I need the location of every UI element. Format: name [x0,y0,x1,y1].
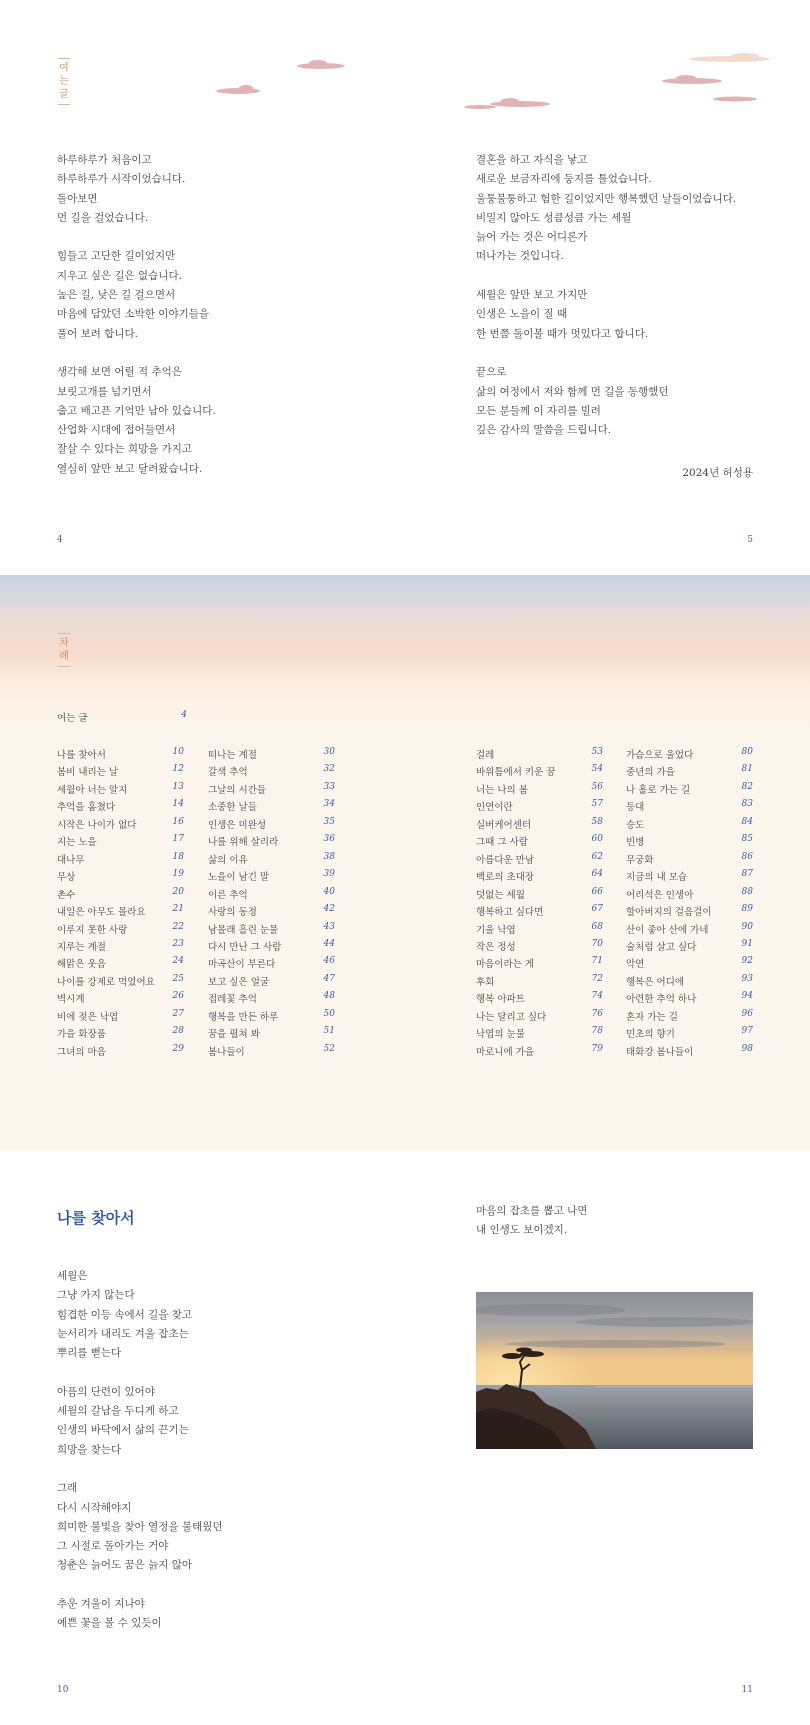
page-number-right: 11 [741,1685,753,1695]
toc-entry-page: 92 [741,956,753,967]
toc-entry-page: 12 [172,764,184,775]
text-line: 인생의 바닥에서 삶의 끈기는 [57,1424,189,1437]
preface-right-text [476,151,736,460]
preface-spread [0,0,810,575]
toc-entry-page: 38 [323,851,335,862]
cloud-decoration [0,0,810,130]
toc-entry-title[interactable]: 태화강 봄나들이 [626,1046,694,1058]
toc-entry-title[interactable]: 행복을 만든 하루 [208,1011,279,1023]
toc-entry-title[interactable]: 술처럼 살고 싶다 [626,941,697,953]
toc-entry-page: 21 [172,904,184,915]
toc-entry-page: 84 [741,816,753,827]
toc-entry-page: 96 [741,1008,753,1019]
toc-entry-page: 83 [741,799,753,810]
toc-entry-title[interactable]: 삶의 이유 [208,854,248,866]
toc-entry-page: 56 [591,781,603,792]
poem-right-text [476,1202,587,1260]
toc-entry-title[interactable]: 나를 찾아서 [57,750,106,761]
toc-entry-page: 67 [591,904,603,915]
toc-entry-title[interactable]: 지금의 내 모습 [626,872,688,884]
toc-entry-page: 10 [172,747,184,757]
toc-entry-title[interactable]: 봄나들이 [208,1046,245,1058]
text-line: 마음에 담았던 소박한 이야기들을 [57,308,210,321]
toc-entry-title[interactable]: 접레꽃 추억 [208,994,257,1006]
toc-entry-title[interactable]: 마음이라는 게 [476,959,535,971]
toc-entry-page: 22 [172,921,184,932]
toc-entry-title[interactable]: 행복 아파트 [476,994,525,1006]
toc-entry-page: 66 [591,886,603,897]
toc-entry-page: 97 [741,1026,753,1037]
toc-entry-title[interactable]: 나이를 강제로 먹었어요 [57,976,155,988]
toc-entry-title[interactable]: 덧없는 세월 [476,889,525,901]
toc-entry-page: 23 [172,938,184,949]
toc-entry-title[interactable]: 대나무 [57,854,85,866]
stanza [57,1383,223,1460]
toc-entry-page: 25 [172,973,184,984]
text-line: 눈서리가 내리도 겨울 잡초는 [57,1327,189,1340]
toc-entry-page: 76 [591,1008,603,1019]
toc-entry-title[interactable]: 아련한 추억 하나 [626,994,697,1006]
toc-entry-page: 50 [323,1008,335,1019]
text-line: 비밀지 않아도 성큼성큼 가는 세월 [476,211,632,224]
toc-entry-title[interactable]: 내일은 아무도 몰라요 [57,907,146,919]
toc-entry-page: 93 [741,973,753,984]
text-line: 추운 겨울이 지나야 [57,1598,145,1611]
text-line: 그래 [57,1482,78,1495]
text-line: 세월은 [57,1270,88,1282]
toc-entry-title[interactable]: 꿈을 펼쳐 봐 [208,1029,260,1041]
toc-entry-title[interactable]: 소중한 날들 [208,802,257,814]
label-char: 차 [59,638,69,649]
text-line: 새로운 보금자리에 둥지를 틀었습니다. [476,173,652,186]
toc-entry-title[interactable]: 갈색 추억 [208,767,248,779]
toc-entry-page: 80 [741,747,753,757]
text-line: 지우고 싶은 길은 없습니다. [57,269,182,282]
toc-entry-page: 19 [172,869,184,880]
toc-entry-page: 14 [172,799,184,810]
label-char: 는 [59,76,69,87]
toc-entry-page: 42 [323,904,335,915]
toc-entry-page: 78 [591,1026,603,1037]
toc-entry-title[interactable]: 떠나는 계절 [208,750,257,761]
text-line: 끝으로 [476,366,507,379]
text-line: 열심히 앞만 보고 달려왔습니다. [57,462,203,475]
section-label-toc [58,633,70,667]
toc-entry-page: 68 [591,921,603,932]
toc-entry-page: 18 [172,851,184,862]
text-line: 돌아보면 [57,192,98,205]
paragraph [476,363,736,440]
text-line: 청춘은 늙어도 꿈은 늙지 않아 [57,1559,193,1572]
toc-entry-title[interactable]: 후회 [476,976,495,988]
toc-entry-page: 35 [323,816,335,827]
toc-entry-title[interactable]: 세월아 너는 알지 [57,784,128,796]
toc-entry-title[interactable]: 나는 달리고 싶다 [476,1011,547,1023]
toc-entry-page: 20 [172,886,184,897]
toc-entry-title[interactable]: 너는 나의 봄 [476,784,528,796]
text-line: 높은 길, 낮은 길 걸으면서 [57,289,176,302]
toc-entry-title[interactable]: 어리석은 인생아 [626,889,694,901]
text-line: 그냥 가지 않는다 [57,1289,135,1302]
toc-entry-page: 53 [591,747,603,757]
toc-entry-title[interactable]: 혼자 가는 길 [626,1011,678,1023]
toc-entry-page: 58 [591,816,603,827]
toc-entry-title[interactable]: 작은 정성 [476,941,516,953]
toc-entry-page: 64 [591,869,603,880]
text-line: 힘들고 고단한 길이었지만 [57,250,176,263]
text-line: 세월은 앞만 보고 가지만 [476,289,588,302]
toc-entry-page: 54 [591,764,603,775]
toc-entry-page: 28 [172,1026,184,1037]
toc-entry-title[interactable]: 산이 좋아 산에 가네 [626,924,709,936]
toc-entry-title[interactable]: 행복하고 싶다면 [476,907,544,919]
toc-entry-title[interactable]: 낙엽의 눈물 [476,1029,525,1041]
toc-entry-page: 60 [591,834,603,845]
toc-entry-page: 72 [591,973,603,984]
toc-entry-title[interactable]: 빈병 [626,837,645,849]
toc-entry-page: 94 [741,991,753,1002]
toc-entry-page: 79 [591,1043,603,1054]
toc-entry-title[interactable]: 봄비 내리는 날 [57,767,119,779]
text-line: 떠나가는 것입니다. [476,250,564,263]
toc-entry-page: 27 [172,1008,184,1019]
label-char: 여 [59,63,69,74]
toc-entry-title[interactable]: 행복은 어디에 [626,976,685,988]
toc-entry-title[interactable]: 무상 [57,872,76,884]
paragraph [476,286,736,344]
toc-entry-page: 33 [323,781,335,792]
toc-entry-title[interactable]: 벽시계 [57,994,85,1006]
text-line: 산업화 시대에 접어들면서 [57,424,176,437]
toc-entry-page: 16 [172,816,184,827]
paragraph [476,1202,587,1241]
page-number-left: 10 [57,1685,69,1695]
text-line: 결혼을 하고 자식을 낳고 [476,154,588,166]
toc-entry-page: 82 [741,781,753,792]
toc-entry-page: 88 [741,886,753,897]
toc-entry-title[interactable]: 해맑은 웃음 [57,959,106,971]
text-line: 예쁜 꽃을 볼 수 있듯이 [57,1617,162,1630]
toc-entry-page: 47 [323,973,335,984]
stanza [57,1479,223,1575]
toc-entry-page: 85 [741,834,753,845]
toc-entry-page: 29 [172,1043,184,1054]
toc-entry-page: 89 [741,904,753,915]
photo-illustration [476,1292,753,1449]
toc-entry-page: 74 [591,991,603,1002]
toc-entry-page: 90 [741,921,753,932]
toc-entry-title[interactable]: 바위틈에서 키운 꿈 [476,767,556,779]
toc-entry-page: 57 [591,799,603,810]
toc-entry-page: 26 [172,991,184,1002]
text-line: 다시 시작해야지 [57,1501,132,1514]
toc-entry-title[interactable]: 이른 추억 [208,889,248,901]
text-line: 늙어 가는 것은 어디론가 [476,231,588,244]
toc-entry-page: 46 [323,956,335,967]
toc-entry-title[interactable]: 민초의 향기 [626,1029,675,1041]
paragraph [476,151,736,267]
toc-entry-title[interactable]: 사랑의 동정 [208,907,257,919]
toc-entry-page: 98 [741,1043,753,1054]
text-line: 희망을 찾는다 [57,1443,122,1456]
toc-entry-page: 52 [323,1043,335,1054]
toc-entry-title[interactable]: 촌수 [57,889,76,901]
toc-spread [0,575,810,1150]
text-line: 깊은 감사의 말씀을 드립니다. [476,424,612,437]
poem-title: 나를 찾아서 [57,1209,135,1227]
toc-entry-title[interactable]: 인연이란 [476,802,513,814]
toc-entry-page: 40 [323,886,335,897]
toc-entry-title[interactable]: 그날의 시간들 [208,784,267,796]
toc-entry-title[interactable]: 나를 위해 살리라 [208,837,279,849]
toc-entry-title[interactable]: 악연 [626,959,645,971]
toc-entry-title[interactable]: 등대 [626,802,645,814]
page-number-left: 4 [57,535,63,545]
toc-entry-title[interactable]: 걸레 [476,750,495,761]
toc-entry-title[interactable]: 기울 낙엽 [476,924,516,936]
toc-entry-title[interactable]: 인생은 미완성 [208,819,267,831]
toc-entry-page: 71 [591,956,603,967]
toc-entry-page: 86 [741,851,753,862]
text-line: 풀어 보려 합니다. [57,327,139,340]
toc-entry-page: 51 [323,1026,335,1037]
text-line: 한 번쯤 돌이볼 때가 멋있다고 합니다. [476,327,649,340]
paragraph [57,247,216,343]
toc-preface-page: 4 [181,710,187,720]
text-line: 모든 분들께 이 자리를 빌려 [476,404,601,417]
toc-entry-page: 24 [172,956,184,967]
toc-entry-title[interactable]: 가슴으로 울었다 [626,750,694,761]
toc-entry-title[interactable]: 나 홀로 가는 길 [626,784,691,796]
toc-entry-page: 39 [323,869,335,880]
toc-entry-title[interactable]: 시작은 나이가 없다 [57,819,137,831]
label-char: 글 [59,89,69,100]
label-char: 례 [59,651,69,662]
toc-entry-page: 91 [741,938,753,949]
toc-entry-title[interactable]: 그녀의 마음 [57,1046,106,1058]
toc-entry-title[interactable]: 무궁화 [626,854,654,866]
text-line: 희미한 불빛을 찾아 열정을 불태웠던 [57,1520,223,1533]
toc-entry-title[interactable]: 지루는 계절 [57,941,106,953]
section-label-preface [58,58,70,105]
text-line: 잘살 수 있다는 희망을 가지고 [57,443,193,456]
toc-entry-page: 87 [741,869,753,880]
sunset-coast-photo [476,1292,753,1449]
preface-left-text [57,151,216,498]
toc-entry-title[interactable]: 할아버지의 걸음걸이 [626,907,712,919]
toc-entry-title[interactable]: 마로니에 가을 [476,1046,535,1058]
toc-entry-page: 43 [323,921,335,932]
text-line: 내 인생도 보이겠지. [476,1224,568,1237]
text-line: 춥고 배고픈 기억만 남아 있습니다. [57,404,216,417]
toc-entry-page: 81 [741,764,753,775]
text-line: 그 시절로 돌아가는 거야 [57,1540,169,1553]
toc-entry-title[interactable]: 중년의 가을 [626,767,675,779]
text-line: 인생은 노을이 질 때 [476,308,568,321]
text-line: 마음의 잡초를 뽑고 나면 [476,1205,588,1217]
toc-entry-title[interactable]: 추억을 훔쳤다 [57,802,116,814]
poem-spread [0,1150,810,1725]
toc-entry-page: 30 [323,747,335,757]
text-line: 울퉁불퉁하고 험한 길이었지만 행복했던 날들이었습니다. [476,192,737,205]
text-line: 삶의 여정에서 저와 함께 먼 길을 동행했던 [476,385,669,398]
text-line: 아픔의 단련이 있어야 [57,1385,155,1398]
toc-entry-page: 44 [323,938,335,949]
text-line: 하루하루가 처음이고 [57,154,152,166]
toc-entry-title[interactable]: 남몰래 흘린 눈물 [208,924,279,936]
toc-entry-title[interactable]: 승도 [626,819,645,831]
toc-entry-page: 32 [323,764,335,775]
toc-entry-title[interactable]: 다시 만난 그 사람 [208,941,282,953]
poem-text [57,1267,223,1653]
toc-entry-title[interactable]: 노을이 남긴 말 [208,872,270,884]
text-line: 하루하루가 시작이었습니다. [57,173,186,186]
toc-entry-title[interactable]: 지는 노을 [57,837,97,849]
toc-entry-title[interactable]: 마곡산이 부른다 [208,959,276,971]
toc-entry-page: 17 [172,834,184,845]
toc-entry-page: 48 [323,991,335,1002]
toc-entry-page: 70 [591,938,603,949]
toc-entry-page: 34 [323,799,335,810]
toc-entry-title[interactable]: 이루지 못한 사랑 [57,924,128,936]
stanza [57,1267,223,1363]
text-line: 세월의 갈남을 두디게 하고 [57,1405,179,1418]
text-line: 먼 길을 걸었습니다. [57,211,149,224]
paragraph [57,151,216,228]
text-line: 생각해 보면 어릴 적 추억은 [57,366,182,379]
stanza [57,1595,223,1634]
toc-entry-title[interactable]: 보고 싶은 얼굴 [208,976,270,988]
toc-entry-title[interactable]: 실버케어센터 [476,819,532,831]
text-line: 보릿고개를 넘기면서 [57,385,152,398]
page-number-right: 5 [747,535,753,545]
text-line: 힘겹한 이등 속에서 길을 찾고 [57,1308,193,1321]
toc-entry-title[interactable]: 가을 화장품 [57,1029,106,1041]
toc-entry-title[interactable]: 백로의 초대장 [476,872,535,884]
toc-entry-title[interactable]: 아름다운 만남 [476,854,535,866]
toc-entry-page: 62 [591,851,603,862]
toc-preface-title[interactable]: 여는 글 [57,713,88,724]
toc-entry-page: 36 [323,834,335,845]
signature: 2024년 허성용 [682,467,753,479]
toc-entry-page: 13 [172,781,184,792]
text-line: 뿌리를 뻗는다 [57,1347,122,1360]
toc-entry-title[interactable]: 그때 그 사람 [476,837,528,849]
toc-entry-title[interactable]: 비에 젖은 낙엽 [57,1011,119,1023]
paragraph [57,363,216,479]
